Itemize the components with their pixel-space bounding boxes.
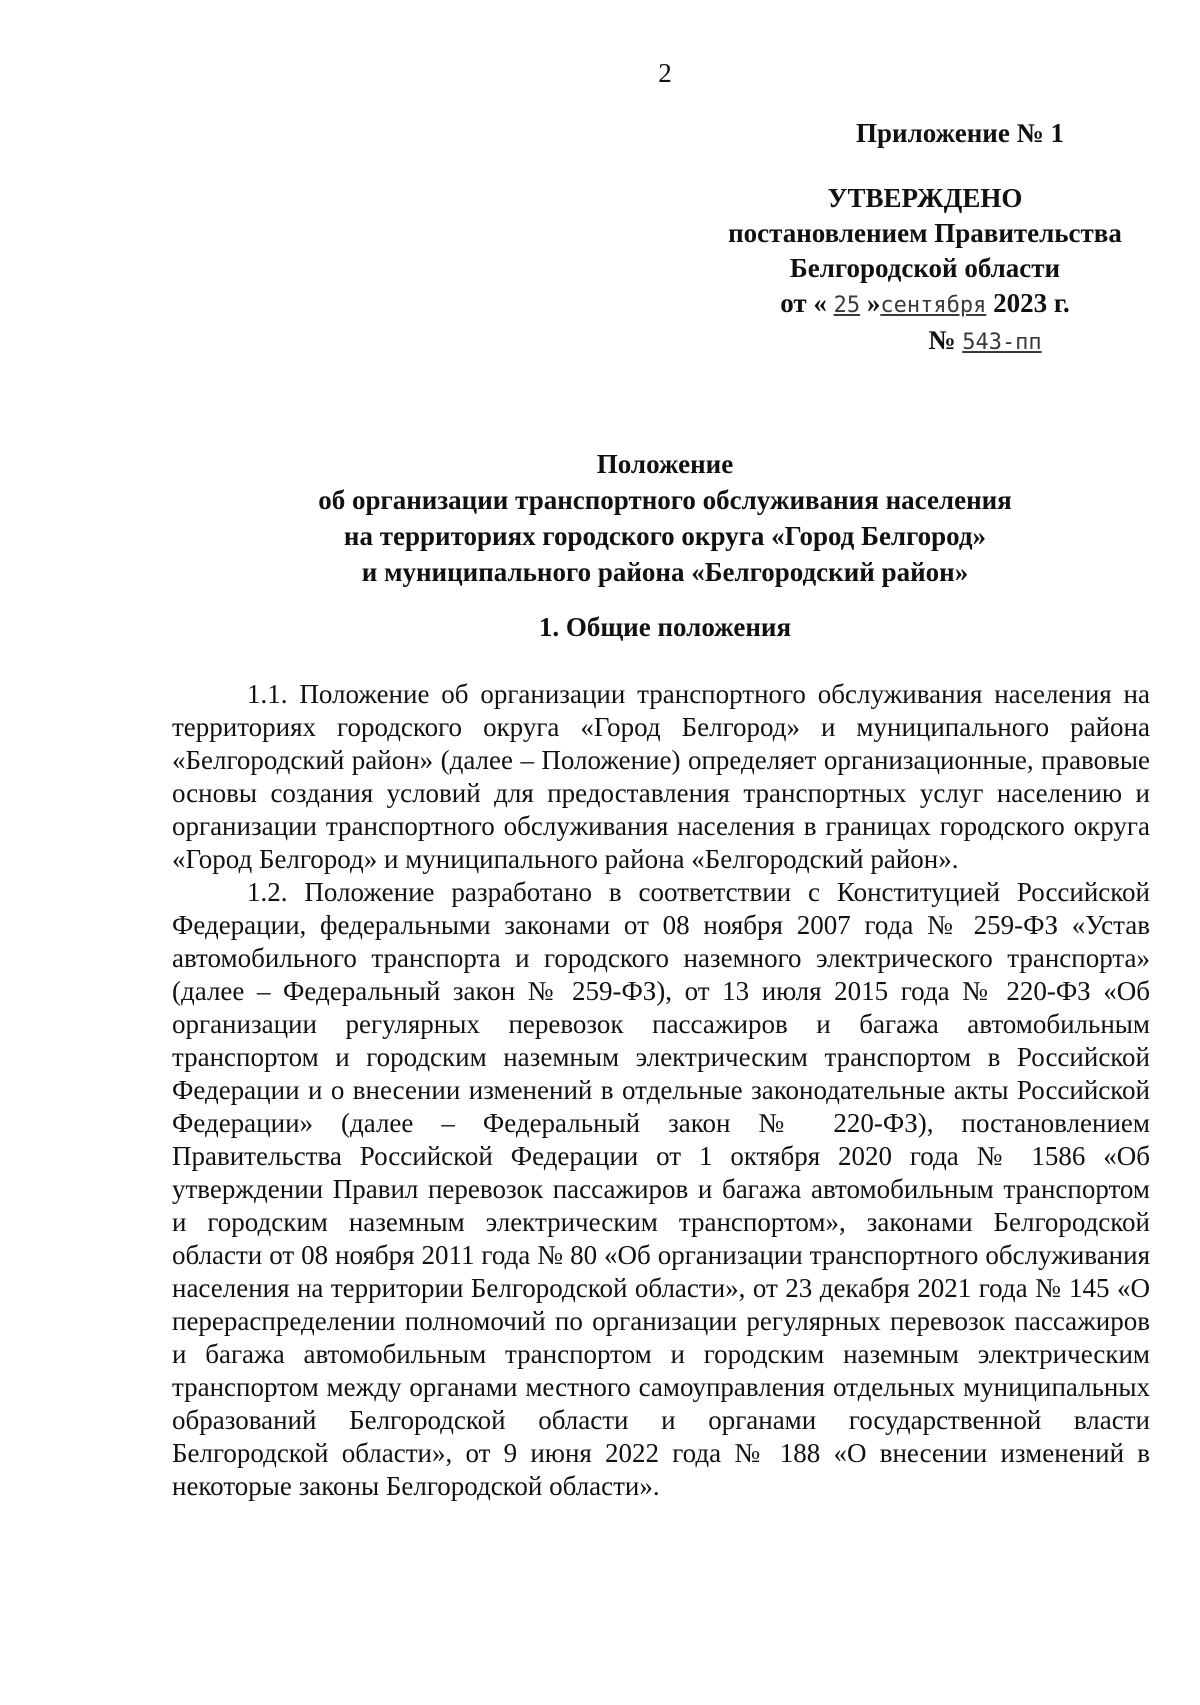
paragraph-1-2: 1.2. Положение разработано в соответствии с Конституцией Российской Федерации, федеральными законами от 08 ноября 2007 года № 259-ФЗ «Устав автомобильного транспорта и городского наземного электрического транспорта» (далее – Федеральный закон № 259-ФЗ), от 13 июля 2015 года № 220-ФЗ «Об организации регулярных перевозок пассажиров и багажа автомобильным транспортом и городским наземным электрическим транспортом в Российской Федерации и о внесении изменений в отдельные законодательные акты Российской Федерации» (далее – Федеральный закон № 220-ФЗ), постановлением Правительства Российской Федерации от 1 октября 2020 года № 1586 «Об утверждении Правил перевозок пассажиров и багажа автомобильным транспортом и городским наземным электрическим транспортом», законами Белгородской области от 08 ноября 2011 года № 80 «Об организации транспортного обслуживания населения на территории Белгородской области», от 23 декабря 2021 года № 145 «О перераспределении полномочий по организации регулярных перевозок пассажиров и багажа автомобильным транспортом и городским наземным электрическим транспортом между органами местного самоуправления отдельных муниципальных образований Белгородской области и органами государственной власти Белгородской области», от 9 июня 2022 года № 188 «О внесении изменений в некоторые законы Белгородской области». — [172, 877, 1150, 1501]
appendix-label: Приложение № 1 — [856, 118, 1064, 148]
approval-number — [820, 323, 1150, 360]
number-value: 543-пп — [962, 330, 1042, 355]
title-line-2: об организации транспортного обслуживания населения — [318, 485, 1012, 515]
approval-block — [700, 116, 1150, 360]
date-prefix: от « — [780, 288, 827, 318]
section-heading: 1. Общие положения — [538, 612, 792, 642]
body-text — [172, 678, 1150, 1503]
date-day: 25 — [833, 293, 861, 318]
number-prefix: № — [928, 325, 956, 355]
title-line-1: Положение — [596, 449, 734, 479]
approval-date — [700, 286, 1150, 323]
paragraph-1-1: 1.1. Положение об организации транспортного обслуживания населения на территориях городского округа «Город Белгород» и муниципального района «Белгородский район» (далее – Положение) определяет организационные, правовые основы создания условий для предоставления транспортных услуг населению и организации транспортного обслуживания населения в границах городского округа «Город Белгород» и муниципального района «Белгородский район». — [172, 679, 1150, 874]
approved-by-line1: постановлением Правительства — [728, 218, 1122, 248]
title-line-4: и муниципального района «Белгородский район» — [361, 557, 969, 587]
approved-label: УТВЕРЖДЕНО — [827, 183, 1023, 213]
page-number: 2 — [658, 58, 672, 88]
approved-by-line2: Белгородской области — [789, 253, 1061, 283]
title-line-3: на территориях городского округа «Город Белгород» — [343, 521, 987, 551]
document-title — [0, 446, 1200, 590]
date-year: 2023 г. — [993, 288, 1070, 318]
date-month: сентября — [880, 293, 987, 318]
date-mid: » — [866, 288, 881, 318]
